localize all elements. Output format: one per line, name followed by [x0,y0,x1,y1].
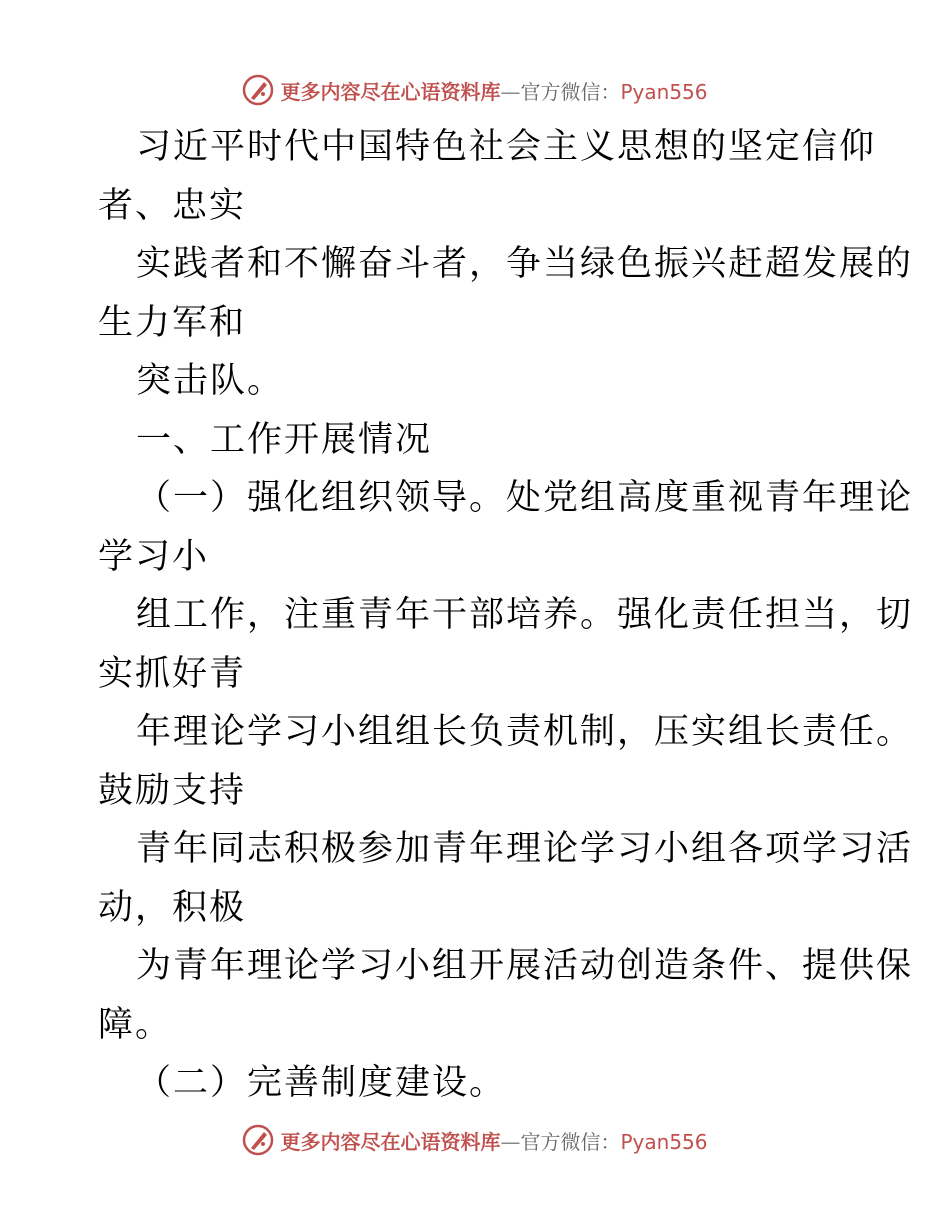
text-line: 鼓励支持 [98,770,247,811]
watermark-brand: 更多内容尽在心语资料库 [280,1129,501,1154]
text-line: 障。 [98,1004,173,1045]
watermark-wechat-id: Pyan556 [620,79,708,104]
text-line: （一）强化组织领导。处党组高度重视青年理论 [136,478,914,518]
text-line: 者、忠实 [98,185,247,226]
text-line: 习近平时代中国特色社会主义思想的坚定信仰 [136,127,877,167]
watermark-separator: — [500,1129,521,1154]
watermark-separator: — [500,79,521,104]
document-body [98,118,914,1113]
text-line: 学习小 [98,536,210,577]
watermark-text [280,76,707,105]
watermark-brand: 更多内容尽在心语资料库 [280,79,501,104]
text-line: 组工作，注重青年干部培养。强化责任担当，切 [136,595,914,635]
text-line: 青年同志积极参加青年理论学习小组各项学习活 [136,829,914,869]
watermark-official-label: 官方微信： [520,1129,621,1154]
quill-logo-icon [242,1124,274,1156]
text-line: 生力军和 [98,302,247,343]
text-line: 年理论学习小组组长负责机制，压实组长责任。 [136,712,914,752]
quill-logo-icon [242,74,274,106]
footer-watermark [0,1124,950,1156]
section-heading: 一、工作开展情况 [136,419,433,460]
watermark-wechat-id: Pyan556 [620,1129,708,1154]
text-line: 动，积极 [98,887,247,928]
text-line: 实践者和不懈奋斗者，争当绿色振兴赶超发展的 [136,244,914,284]
header-watermark [0,74,950,106]
text-line: 为青年理论学习小组开展活动创造条件、提供保 [136,946,914,986]
watermark-text [280,1126,707,1155]
text-line: 突击队。 [136,361,285,401]
text-line: （二）完善制度建设。 [136,1063,507,1103]
text-line: 实抓好青 [98,653,247,694]
watermark-official-label: 官方微信： [520,79,621,104]
